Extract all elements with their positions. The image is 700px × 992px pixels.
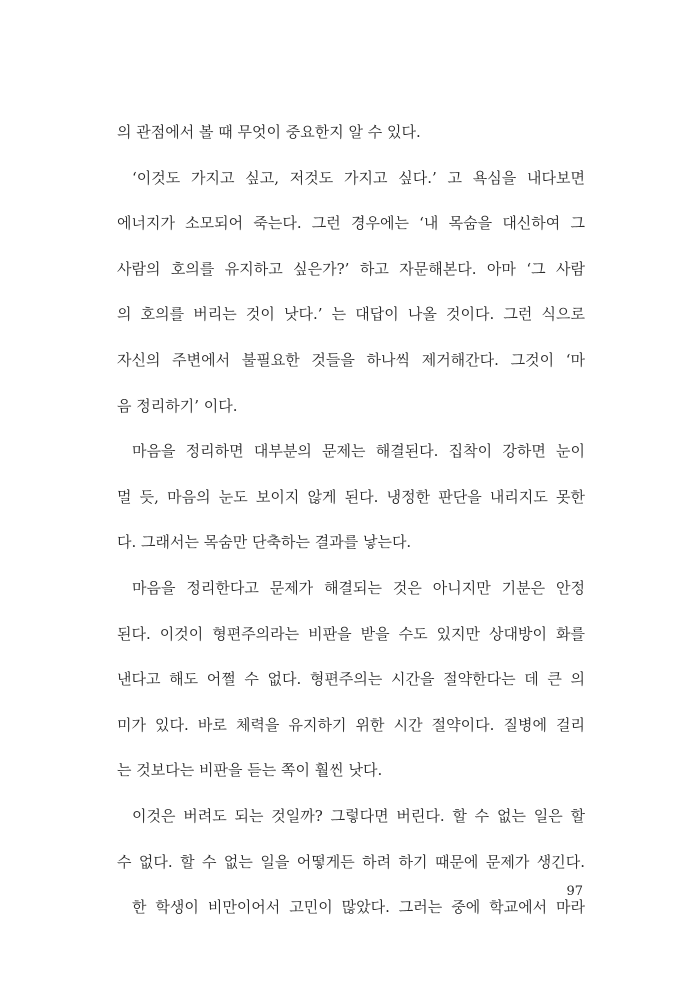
text-line-13: 낸다고 해도 어쩔 수 없다. 형편주의는 시간을 절약한다는 데 큰 의 (117, 670, 585, 689)
body-text (117, 110, 585, 931)
page-number: 97 (566, 884, 583, 899)
text-line-14: 미가 있다. 바로 체력을 유지하기 위한 시간 절약이다. 질병에 걸리 (117, 715, 585, 734)
text-line-15: 는 것보다는 비판을 듣는 쪽이 훨씬 낫다. (117, 761, 383, 780)
text-line-6: 자신의 주변에서 불필요한 것들을 하나씩 제거해간다. 그것이 ‘마 (117, 350, 585, 369)
text-line-5: 의 호의를 버리는 것이 낫다.’ 는 대답이 나올 것이다. 그런 식으로 (117, 305, 585, 324)
text-line-17: 수 없다. 할 수 없는 일을 어떻게든 하려 하기 때문에 문제가 생긴다. (117, 852, 585, 871)
text-line-8: 마음을 정리하면 대부분의 문제는 해결된다. 집착이 강하면 눈이 (132, 442, 585, 461)
text-line-1: 의 관점에서 볼 때 무엇이 중요한지 알 수 있다. (117, 123, 421, 141)
text-line-11: 마음을 정리한다고 문제가 해결되는 것은 아니지만 기분은 안정 (132, 578, 585, 597)
text-line-7: 음 정리하기’ 이다. (117, 396, 238, 415)
text-line-10: 다. 그래서는 목숨만 단축하는 결과를 낳는다. (117, 533, 412, 552)
text-line-12: 된다. 이것이 형편주의라는 비판을 받을 수도 있지만 상대방이 화를 (117, 624, 585, 643)
text-line-2: ‘이것도 가지고 싶고, 저것도 가지고 싶다.’ 고 욕심을 내다보면 (132, 168, 585, 187)
text-line-4: 사람의 호의를 유지하고 싶은가?’ 하고 자문해본다. 아마 ‘그 사람 (117, 259, 585, 278)
text-line-3: 에너지가 소모되어 죽는다. 그런 경우에는 ‘내 목숨을 대신하여 그 (117, 214, 585, 233)
text-line-18: 한 학생이 비만이어서 고민이 많았다. 그러는 중에 학교에서 마라 (132, 898, 585, 917)
text-line-16: 이것은 버려도 되는 것일까? 그렇다면 버린다. 할 수 없는 일은 할 (132, 806, 585, 825)
text-line-9: 멀 듯, 마음의 눈도 보이지 않게 된다. 냉정한 판단을 내리지도 못한 (117, 487, 585, 506)
